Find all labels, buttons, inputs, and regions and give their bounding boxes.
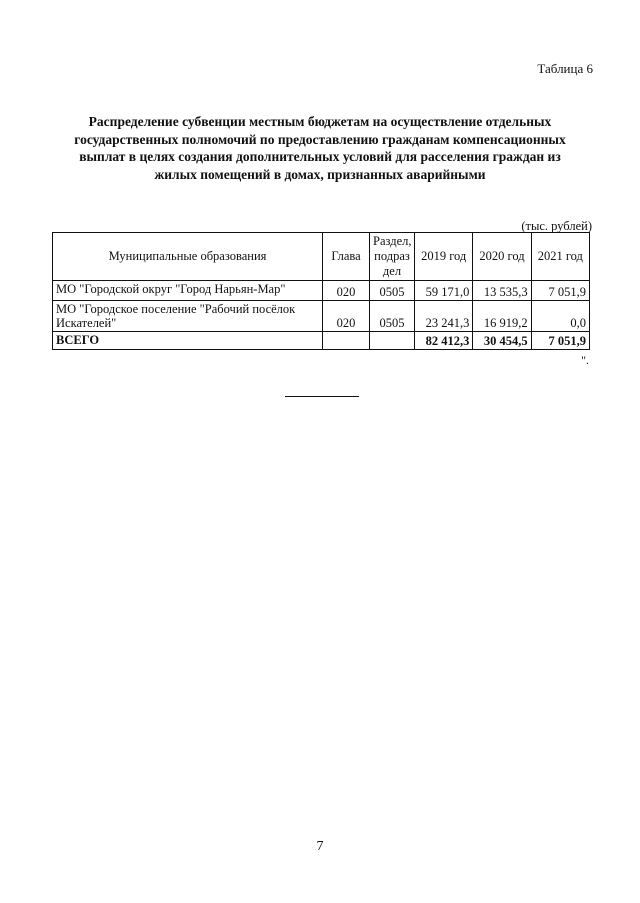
total-glava-empty [323, 332, 370, 350]
cell-2021: 0,0 [531, 301, 589, 332]
document-title: Распределение субвенции местным бюджетам на осуществление отдельных государственных полномочий по предоставлению гражданам компенсационных выплат в целях создания дополнительных условий для расселения граждан из жилых помещений в домах, признанных аварийными [74, 114, 566, 182]
table-total-row [53, 332, 590, 350]
header-2020: 2020 год [473, 233, 531, 281]
total-2020: 30 454,5 [473, 332, 531, 350]
units-label: (тыс. рублей) [521, 219, 592, 233]
cell-municipality: МО "Городской округ "Город Нарьян-Мар" [53, 281, 323, 301]
closing-quote: ". [581, 353, 589, 367]
header-2019: 2019 год [415, 233, 473, 281]
cell-glava: 020 [323, 301, 370, 332]
page-number: 7 [316, 839, 324, 854]
table-number: Таблица 6 [537, 61, 593, 76]
subvention-table [52, 232, 590, 350]
total-razdel-empty [370, 332, 415, 350]
cell-glava: 020 [323, 281, 370, 301]
total-2019: 82 412,3 [415, 332, 473, 350]
table-header-row [53, 233, 590, 281]
cell-2020: 13 535,3 [473, 281, 531, 301]
header-razdel: Раздел, подраз дел [370, 233, 415, 281]
cell-razdel: 0505 [370, 301, 415, 332]
cell-2019: 23 241,3 [415, 301, 473, 332]
table-row [53, 281, 590, 301]
total-2021: 7 051,9 [531, 332, 589, 350]
cell-2019: 59 171,0 [415, 281, 473, 301]
header-glava: Глава [323, 233, 370, 281]
separator-line [285, 396, 359, 397]
cell-2020: 16 919,2 [473, 301, 531, 332]
header-2021: 2021 год [531, 233, 589, 281]
total-label: ВСЕГО [53, 332, 323, 350]
cell-municipality: МО "Городское поселение "Рабочий посёлок Искателей" [53, 301, 323, 332]
cell-razdel: 0505 [370, 281, 415, 301]
table-row [53, 301, 590, 332]
header-municipality: Муниципальные образования [53, 233, 323, 281]
cell-2021: 7 051,9 [531, 281, 589, 301]
